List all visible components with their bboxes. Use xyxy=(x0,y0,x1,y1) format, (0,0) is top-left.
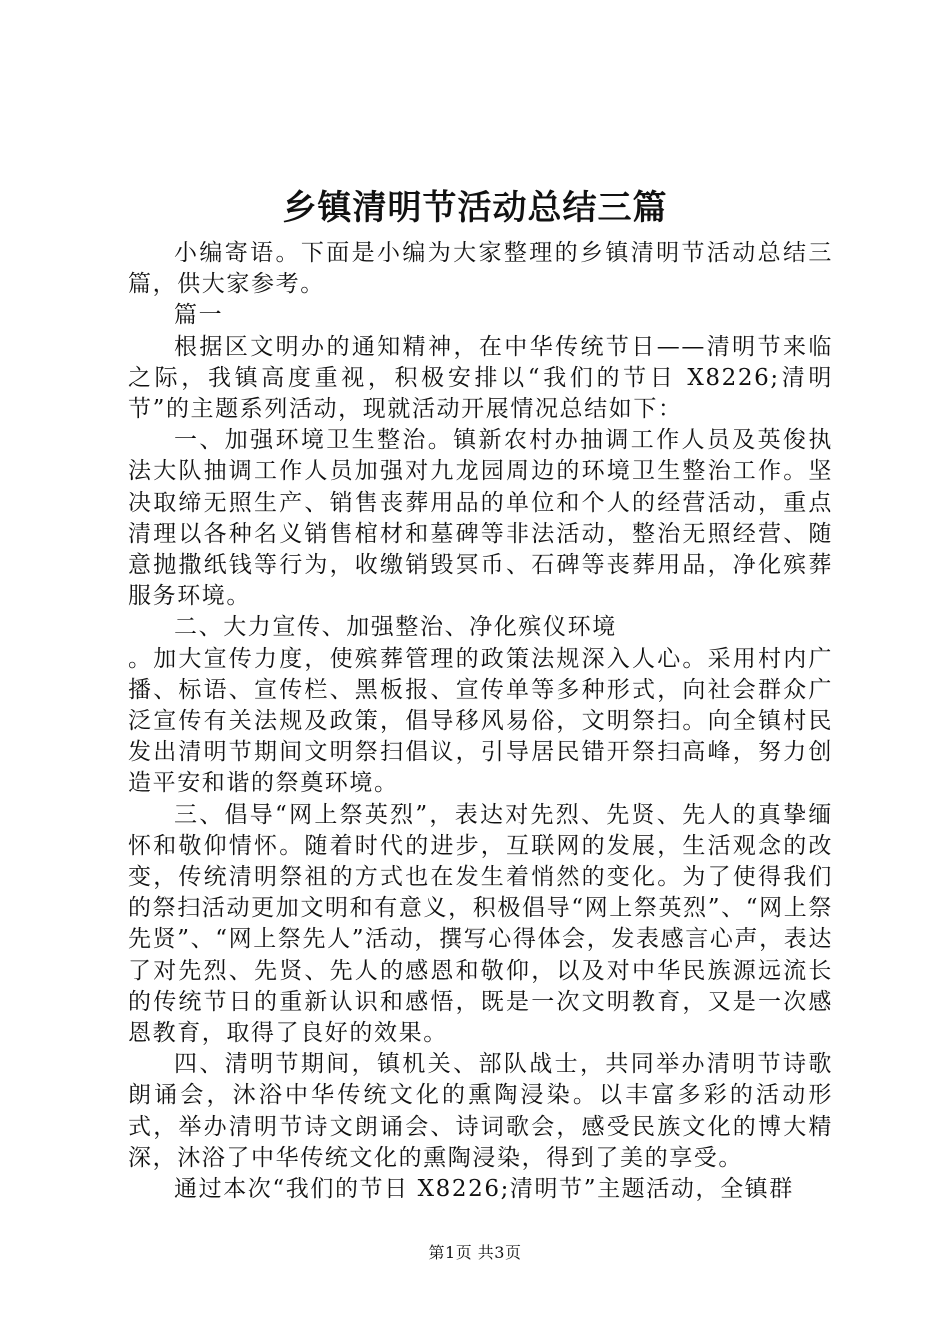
document-body xyxy=(128,238,833,1205)
body-paragraph: 根据区文明办的通知精神，在中华传统节日——清明节来临之际，我镇高度重视，积极安排以“我们的节日 X8226;清明节”的主题系列活动，现就活动开展情况总结如下： xyxy=(128,333,833,423)
section-heading: 篇一 xyxy=(174,302,224,329)
page-footer: 第1页 共3页 xyxy=(428,1243,522,1262)
body-paragraph: 通过本次“我们的节日 X8226;清明节”主题活动，全镇群 xyxy=(174,1176,794,1203)
subsection-heading: 二、大力宣传、加强整治、净化殡仪环境 xyxy=(174,614,617,641)
body-paragraph: 四、清明节期间，镇机关、部队战士，共同举办清明节诗歌朗诵会，沐浴中华传统文化的熏陶浸染。以丰富多彩的活动形式，举办清明节诗文朗诵会、诗词歌会，感受民族文化的博大精深，沐浴了中华传统文化的熏陶浸染，得到了美的享受。 xyxy=(128,1051,833,1171)
body-paragraph: 一、加强环境卫生整治。镇新农村办抽调工作人员及英俊执法大队抽调工作人员加强对九龙园周边的环境卫生整治工作。坚决取缔无照生产、销售丧葬用品的单位和个人的经营活动，重点清理以各种名义销售棺材和墓碑等非法活动，整治无照经营、随意抛撒纸钱等行为，收缴销毁冥币、石碑等丧葬用品，净化殡葬服务环境。 xyxy=(128,427,833,610)
document-title: 乡镇清明节活动总结三篇 xyxy=(282,188,668,228)
body-paragraph: 。加大宣传力度，使殡葬管理的政策法规深入人心。采用村内广播、标语、宣传栏、黑板报、宣传单等多种形式，向社会群众广泛宣传有关法规及政策，倡导移风易俗，文明祭扫。向全镇村民发出清明节期间文明祭扫倡议，引导居民错开祭扫高峰，努力创造平安和谐的祭奠环境。 xyxy=(128,645,833,797)
intro-paragraph: 小编寄语。下面是小编为大家整理的乡镇清明节活动总结三篇，供大家参考。 xyxy=(128,240,833,298)
body-paragraph: 三、倡导“网上祭英烈”，表达对先烈、先贤、先人的真挚缅怀和敬仰情怀。随着时代的进步，互联网的发展，生活观念的改变，传统清明祭祖的方式也在发生着悄然的变化。为了使得我们的祭扫活动更加文明和有意义，积极倡导“网上祭英烈”、“网上祭先贤”、“网上祭先人”活动，撰写心得体会，发表感言心声，表达了对先烈、先贤、先人的感恩和敬仰，以及对中华民族源远流长的传统节日的重新认识和感悟，既是一次文明教育，又是一次感恩教育，取得了良好的效果。 xyxy=(128,801,833,1047)
